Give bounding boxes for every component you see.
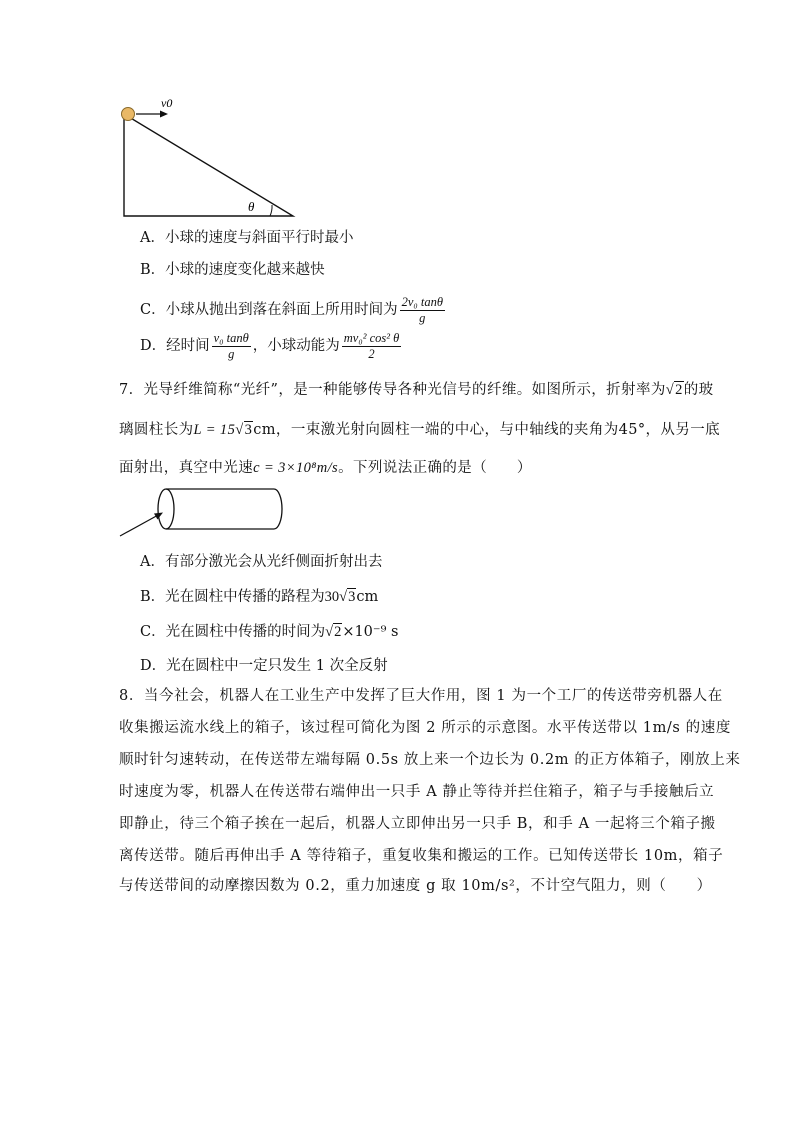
sqrt-radicand: 2	[675, 382, 683, 398]
fiber-figure	[116, 484, 292, 546]
q8-line: 即静止，待三个箱子挨在一起后，机器人立即伸出另一只手 B，和手 A 一起将三个箱子搬	[119, 816, 716, 832]
q7-line-2-end: cm，一束激光射向圆柱一端的中心，与中轴线的夹角为45°，从另一底	[253, 422, 721, 438]
fraction-numerator: v₀ tanθ	[213, 330, 249, 345]
q7-option-c-text: C．光在圆柱中传播的时间为	[140, 624, 326, 640]
q7-option-d: D．光在圆柱中一定只发生 1 次全反射	[140, 658, 388, 674]
cylinder-body	[166, 489, 282, 529]
q7-line-3-text: 面射出，真空中光速	[119, 460, 254, 476]
fraction-numerator: 2v₀ tanθ	[401, 294, 443, 309]
sqrt-radicand: 3	[244, 422, 253, 438]
light-speed-expression: c = 3×10⁸m/s	[253, 460, 339, 476]
fraction-numerator: mv₀² cos² θ	[343, 330, 400, 345]
q6-option-d-fraction-time	[212, 331, 251, 362]
v0-label: v0	[161, 96, 173, 110]
sqrt-radicand: 3	[348, 589, 356, 605]
ball	[122, 108, 135, 121]
velocity-arrowhead	[160, 111, 168, 118]
fraction-denominator: g	[228, 346, 235, 361]
q6-option-b: B．小球的速度变化越来越快	[140, 262, 325, 278]
sqrt-expression: √2	[325, 624, 342, 640]
q6-option-d	[140, 330, 403, 362]
incline-triangle	[124, 114, 293, 216]
q8-line: 收集搬运流水线上的箱子，该过程可简化为图 2 所示的示意图。水平传送带以 1m/s 的速度	[119, 720, 731, 736]
time-exponent: ×10⁻⁹ s	[342, 624, 399, 640]
q7-option-b-text: B．光在圆柱中传播的路程为	[140, 589, 325, 605]
q6-option-c	[140, 294, 447, 326]
q7-option-b	[140, 587, 378, 607]
fraction-denominator: g	[419, 310, 426, 325]
q6-option-a: A．小球的速度与斜面平行时最小	[140, 230, 354, 246]
q8-line: 时速度为零，机器人在传送带右端伸出一只手 A 静止等待并拦住箱子，箱子与手接触后立	[119, 784, 715, 800]
q6-option-d-mid: ，小球动能为	[252, 338, 340, 354]
q7-line-1-end: 的玻	[683, 382, 714, 398]
q8-line: 顺时针匀速转动，在传送带左端每隔 0.5s 放上来一个边长为 0.2m 的正方体箱子，刚放上来	[119, 752, 741, 768]
q7-line-3-end: 。下列说法正确的是（ ）	[338, 460, 532, 476]
sqrt-expression: √3	[339, 589, 356, 605]
incline-figure	[110, 96, 310, 222]
cylinder-left-face	[158, 489, 174, 529]
q7-option-a: A．有部分激光会从光纤侧面折射出去	[140, 554, 383, 570]
angle-arc	[270, 205, 272, 216]
q7-line-2-text: 璃圆柱长为	[119, 422, 194, 438]
sqrt-radicand: 2	[334, 624, 342, 640]
q7-line-1	[119, 380, 714, 400]
theta-label: θ	[248, 199, 255, 214]
unit: cm	[356, 589, 379, 605]
q6-option-c-text: C．小球从抛出到落在斜面上所用时间为	[140, 302, 398, 318]
q8-line: 8．当今社会，机器人在工业生产中发挥了巨大作用，图 1 为一个工厂的传送带旁机器人在	[119, 688, 723, 704]
q7-line-3	[119, 458, 532, 478]
q8-line: 离传送带。随后再伸出手 A 等待箱子，重复收集和搬运的工作。已知传送带长 10m，箱子	[119, 848, 724, 864]
q6-option-c-fraction	[400, 295, 445, 326]
q6-option-d-fraction-energy	[342, 331, 401, 362]
length-expression: L = 15	[193, 422, 236, 438]
laser-ray	[120, 514, 160, 536]
q7-line-2	[119, 420, 720, 440]
fraction-denominator: 2	[368, 346, 375, 361]
sqrt-expression: √2	[665, 382, 683, 398]
q7-line-1-text: 7．光导纤维简称“光纤”，是一种能够传导各种光信号的纤维。如图所示，折射率为	[119, 382, 666, 398]
sqrt-expression: √3	[235, 422, 253, 438]
q6-option-d-text: D．经时间	[140, 338, 210, 354]
path-value: 30	[324, 589, 340, 605]
q7-option-c	[140, 622, 398, 642]
q8-line: 与传送带间的动摩擦因数为 0.2，重力加速度 g 取 10m/s²，不计空气阻力，则（ ）	[119, 878, 712, 894]
